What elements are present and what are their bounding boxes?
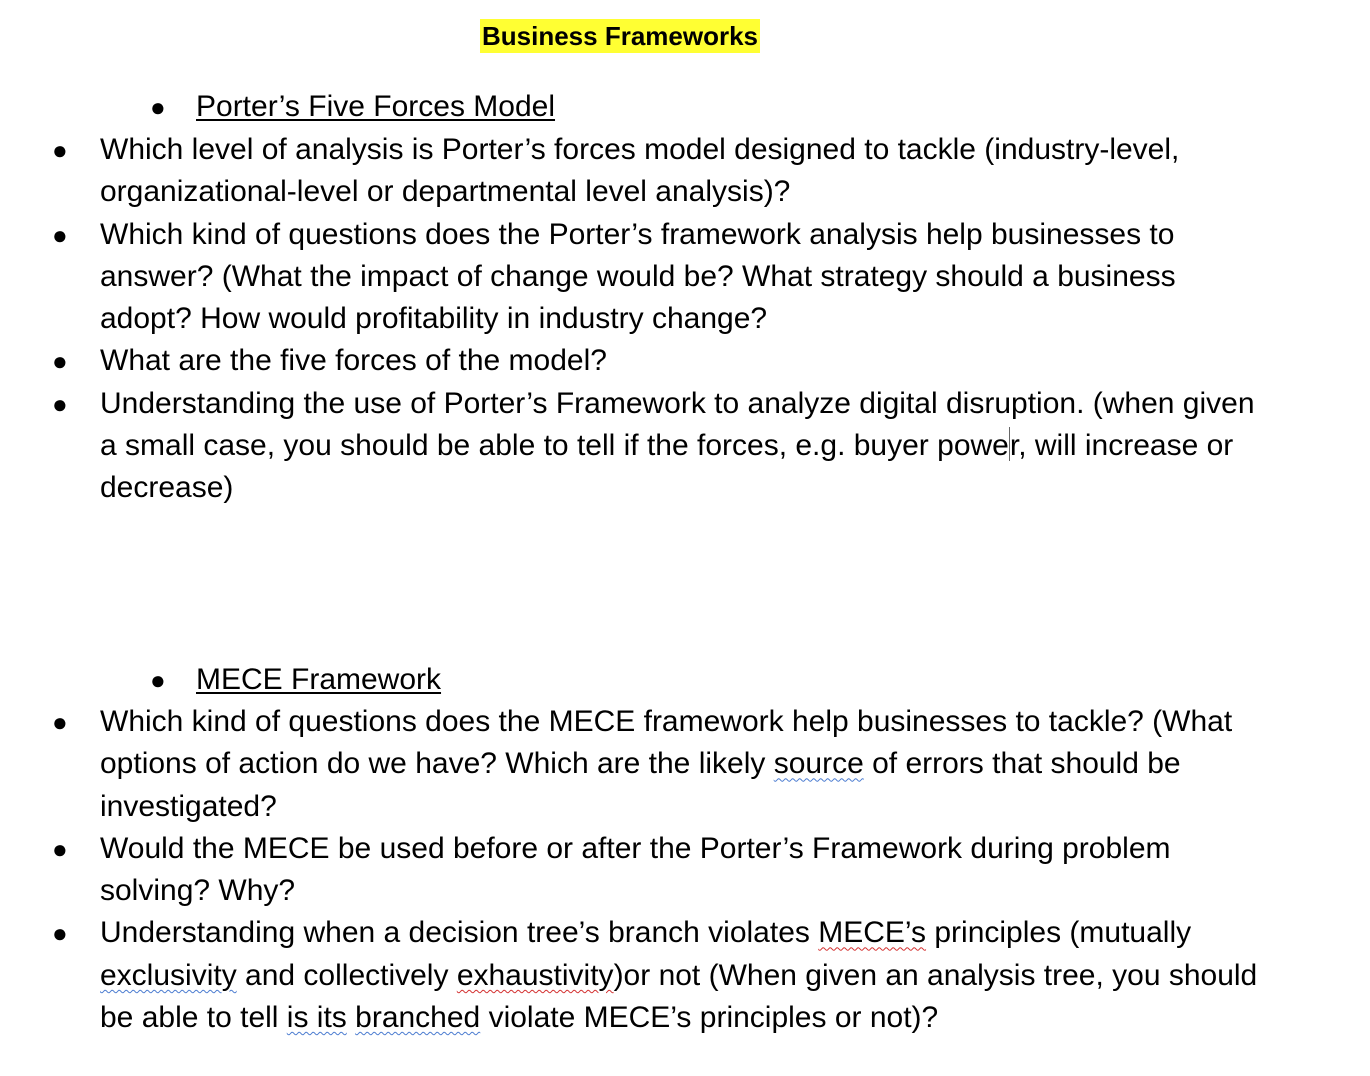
- list-item: [52, 828, 1272, 913]
- section-heading-porter: [150, 86, 555, 128]
- bullet-icon: ●: [52, 707, 68, 737]
- list-item: [52, 701, 1272, 828]
- question-text-part: Understanding the use of Porter’s Framework to analyze digital disruption. (when given a small case, you should be able to tell if the forces, e.g. buyer powe: [100, 386, 1255, 463]
- bullet-icon: ●: [52, 388, 68, 419]
- grammar-flag[interactable]: exclusivity: [100, 958, 237, 992]
- question-text: [100, 387, 1255, 505]
- heading-porter-label: Porter’s Five Forces Model: [196, 90, 556, 123]
- list-item: [52, 912, 1272, 1039]
- porter-question-list: [52, 129, 1272, 510]
- section-heading-mece: [150, 659, 441, 701]
- question-text-part: principles (mutually: [926, 916, 1192, 950]
- question-text-part: and collectively: [236, 958, 457, 992]
- question-text: Would the MECE be used before or after the Porter’s Framework during problem solving? Why?: [100, 831, 1171, 908]
- question-text-part: of errors that should be investigated?: [100, 747, 1181, 823]
- list-item: [52, 214, 1272, 341]
- grammar-flag[interactable]: is its: [286, 1001, 347, 1035]
- bullet-icon: ●: [52, 346, 68, 377]
- question-text: [100, 916, 1257, 1034]
- heading-mece-label: MECE Framework: [196, 663, 442, 696]
- grammar-flag[interactable]: branched: [355, 1001, 481, 1035]
- bullet-icon: ●: [52, 219, 68, 250]
- mece-question-list: [52, 701, 1272, 1039]
- list-item: [52, 129, 1272, 214]
- spelling-flag[interactable]: MECE’s: [818, 916, 927, 950]
- question-text-part: r, will increase or decrease): [100, 429, 1234, 505]
- bullet-icon: ●: [150, 665, 166, 695]
- question-text-part: violate MECE’s principles or not)?: [480, 1001, 939, 1035]
- grammar-flag[interactable]: source: [773, 747, 864, 781]
- list-item: [52, 340, 1272, 382]
- question-text-part: Understanding when a decision tree’s branch violates: [100, 916, 819, 950]
- question-text: [100, 705, 1232, 823]
- question-text-part: Which kind of questions does the MECE framework help businesses to tackle? (What options of action do we have? Which are the likely: [100, 705, 1233, 781]
- list-item: [52, 383, 1272, 510]
- bullet-icon: ●: [52, 833, 68, 864]
- bullet-icon: ●: [52, 918, 68, 949]
- question-text-part: )or not (When given an analysis tree, you should be able to tell: [100, 958, 1258, 1035]
- question-text: Which kind of questions does the Porter’s framework analysis help businesses to answer? (What the impact of change would be? What strategy should a business adopt? How would profitability in industry change?: [100, 217, 1176, 336]
- question-text: What are the five forces of the model?: [100, 344, 607, 378]
- question-text: Which level of analysis is Porter’s forces model designed to tackle (industry-level, organizational-level or departmental level analysis)?: [100, 133, 1180, 209]
- spelling-flag[interactable]: exhaustivity: [456, 958, 614, 992]
- question-text-part: [347, 1001, 355, 1034]
- page-title: Business Frameworks: [482, 21, 759, 51]
- bullet-icon: ●: [52, 135, 68, 165]
- bullet-icon: ●: [150, 92, 166, 122]
